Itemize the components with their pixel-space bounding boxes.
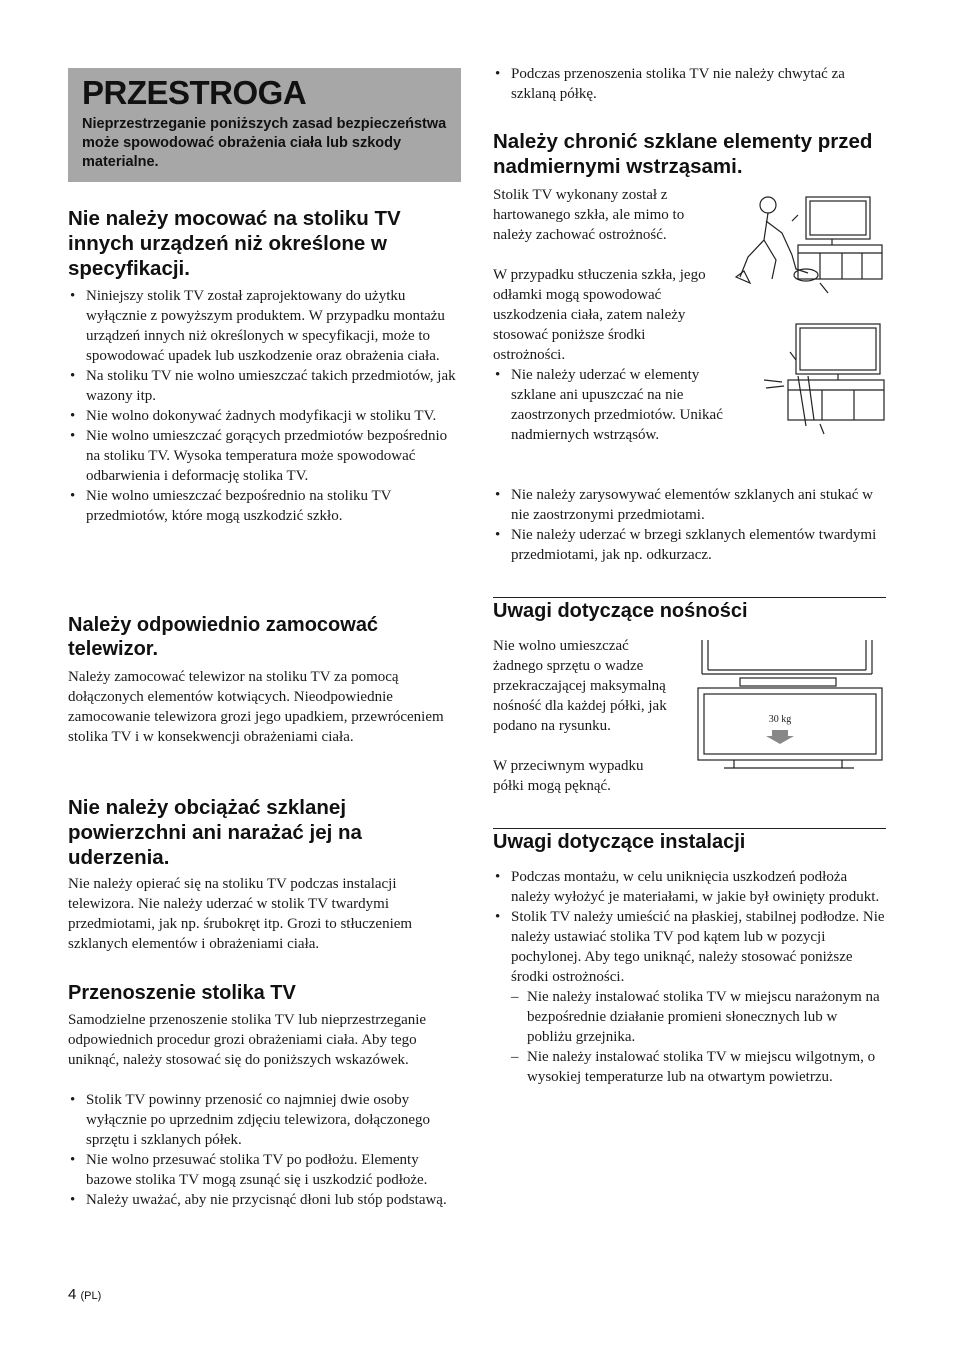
moving-list bbox=[68, 1090, 461, 1210]
protect-intro: Stolik TV wykonany został z hartowanego szkła, ale mimo to należy zachować ostrożność. bbox=[493, 187, 685, 243]
list-item: – Nie należy instalować stolika TV w miejscu narażonym na bezpośrednie działanie promieni słonecznych lub w pobliżu grzejnika. bbox=[511, 987, 886, 1047]
vacuum-hazard-illustration bbox=[718, 185, 886, 295]
moving-list-cont bbox=[493, 64, 886, 104]
secure-tv-text: Należy zamocować telewizor na stoliku TV za pomocą dołączonych elementów kotwiących. Nieodpowiednie zamocowanie telewizora grozi jego upadkiem, przewróceniem stolika TV i w konsekwencji obrażeniami ciała. bbox=[68, 669, 444, 745]
list-item: • Podczas montażu, w celu uniknięcia uszkodzeń podłoża należy wyłożyć je materiałami, w jakie był owinięty produkt. bbox=[493, 867, 886, 907]
heading-secure-tv: Należy odpowiednio zamocować telewizor. bbox=[68, 614, 379, 660]
list-item: • Niniejszy stolik TV został zaprojektowany do użytku wyłącznie z powyższym produktem. W przypadku montażu urządzeń innych niż określonych w specyfikacji, może to spowodować upadek lub uszkodzenie oraz obrażenia ciała. bbox=[68, 286, 461, 366]
list-item: • Nie należy zarysowywać elementów szklanych ani stukać w nie zaostrzonymi przedmiotami. bbox=[493, 485, 886, 525]
warning-subtitle: Nieprzestrzeganie poniższych zasad bezpieczeństwa może spowodować obrażenia ciała lub szkody materialne. bbox=[82, 116, 447, 170]
list-item: • Nie należy uderzać w elementy szklane ani upuszczać na nie zaostrzonych przedmiotów. Unikać nadmiernych wstrząsów. bbox=[493, 365, 723, 445]
list-item: • Stolik TV powinny przenosić co najmniej dwie osoby wyłącznie po uprzednim zdjęciu telewizora, dołączonego sprzętu i szklanych półek. bbox=[68, 1090, 461, 1150]
heading-capacity: Uwagi dotyczące nośności bbox=[493, 597, 886, 623]
heading-glass-load: Nie należy obciążać szklanej powierzchni ani narażać jej na uderzenia. bbox=[68, 796, 362, 869]
warning-box bbox=[68, 68, 461, 182]
list-item: • Stolik TV należy umieścić na płaskiej, stabilnej podłodze. Nie należy ustawiać stolika TV pod kątem lub w pozycji pochylonej. Aby tego uniknąć, należy stosować poniższe środki ostrożności. – Nie należy instalować stolika TV w miejscu narażonym na bezpośrednie działanie promieni słonecznych lub w pobliżu grzejnika. – Nie należy instalować stolika TV w miejscu wilgotnym, o wysokiej temperaturze lub na otwartym powietrzu. bbox=[493, 907, 886, 1087]
moving-text: Samodzielne przenoszenie stolika TV lub nieprzestrzeganie odpowiednich procedur grozi obrażeniami ciała. Aby tego uniknąć, należy stosować się do poniższych wskazówek. bbox=[68, 1012, 427, 1068]
capacity-text: Nie wolno umieszczać żadnego sprzętu o wadze przekraczającej maksymalną nośność dla każdej półki, jak podano na rysunku. bbox=[493, 638, 667, 734]
protect-list-b bbox=[493, 485, 886, 565]
warning-title: PRZESTROGA bbox=[82, 74, 307, 111]
list-item: • Na stoliku TV nie wolno umieszczać takich przedmiotów, jak wazony itp. bbox=[68, 366, 461, 406]
glass-load-text: Nie należy opierać się na stoliku TV podczas instalacji telewizora. Nie należy uderzać w stolik TV twardymi przedmiotami, jak np. śrubokręt itp. Grozi to stłuczeniem szklanych elementów i obrażeniami ciała. bbox=[68, 876, 413, 952]
list-item: • Nie wolno dokonywać żadnych modyfikacji w stoliku TV. bbox=[68, 406, 461, 426]
heading-protect-glass: Należy chronić szklane elementy przed nadmiernymi wstrząsami. bbox=[493, 130, 873, 178]
list-item: • Nie wolno umieszczać gorących przedmiotów bezpośrednio na stoliku TV. Wysoka temperatura może spowodować odbarwienia i deformację stolika TV. bbox=[68, 426, 461, 486]
protect-intro2: W przypadku stłuczenia szkła, jego odłamki mogą spowodować uszkodzenia ciała, zatem należy stosować poniższe środki ostrożności. bbox=[493, 267, 706, 363]
heading-installation: Uwagi dotyczące instalacji bbox=[493, 828, 886, 854]
heading-moving: Przenoszenie stolika TV bbox=[68, 982, 296, 1004]
list-item: • Nie wolno przesuwać stolika TV po podłożu. Elementy bazowe stolika TV mogą zsunąć się i uszkodzić podłoże. bbox=[68, 1150, 461, 1190]
capacity-illustration bbox=[694, 640, 886, 774]
mounting-list bbox=[68, 286, 461, 526]
list-item: • Nie wolno umieszczać bezpośrednio na stoliku TV przedmiotów, które mogą uszkodzić szkło. bbox=[68, 486, 461, 526]
list-item: • Nie należy uderzać w brzegi szklanych elementów twardymi przedmiotami, jak np. odkurzacz. bbox=[493, 525, 886, 565]
down-arrow-icon bbox=[766, 730, 794, 744]
impact-hazard-illustration bbox=[762, 320, 886, 436]
capacity-weight-label: 30 kg bbox=[768, 714, 792, 725]
list-item: • Należy uważać, aby nie przycisnąć dłoni lub stóp podstawą. bbox=[68, 1190, 461, 1210]
installation-list bbox=[493, 867, 886, 1087]
list-item: • Podczas przenoszenia stolika TV nie należy chwytać za szklaną półkę. bbox=[493, 64, 886, 104]
capacity-text2: W przeciwnym wypadku półki mogą pęknąć. bbox=[493, 758, 644, 794]
heading-mounting: Nie należy mocować na stoliku TV innych urządzeń niż określone w specyfikacji. bbox=[68, 207, 401, 280]
installation-sublist bbox=[511, 987, 886, 1087]
list-item: – Nie należy instalować stolika TV w miejscu wilgotnym, o wysokiej temperaturze lub na otwartym powietrzu. bbox=[511, 1047, 886, 1087]
protect-list-a bbox=[493, 365, 723, 445]
page-number: 4 (PL) bbox=[68, 1286, 102, 1303]
